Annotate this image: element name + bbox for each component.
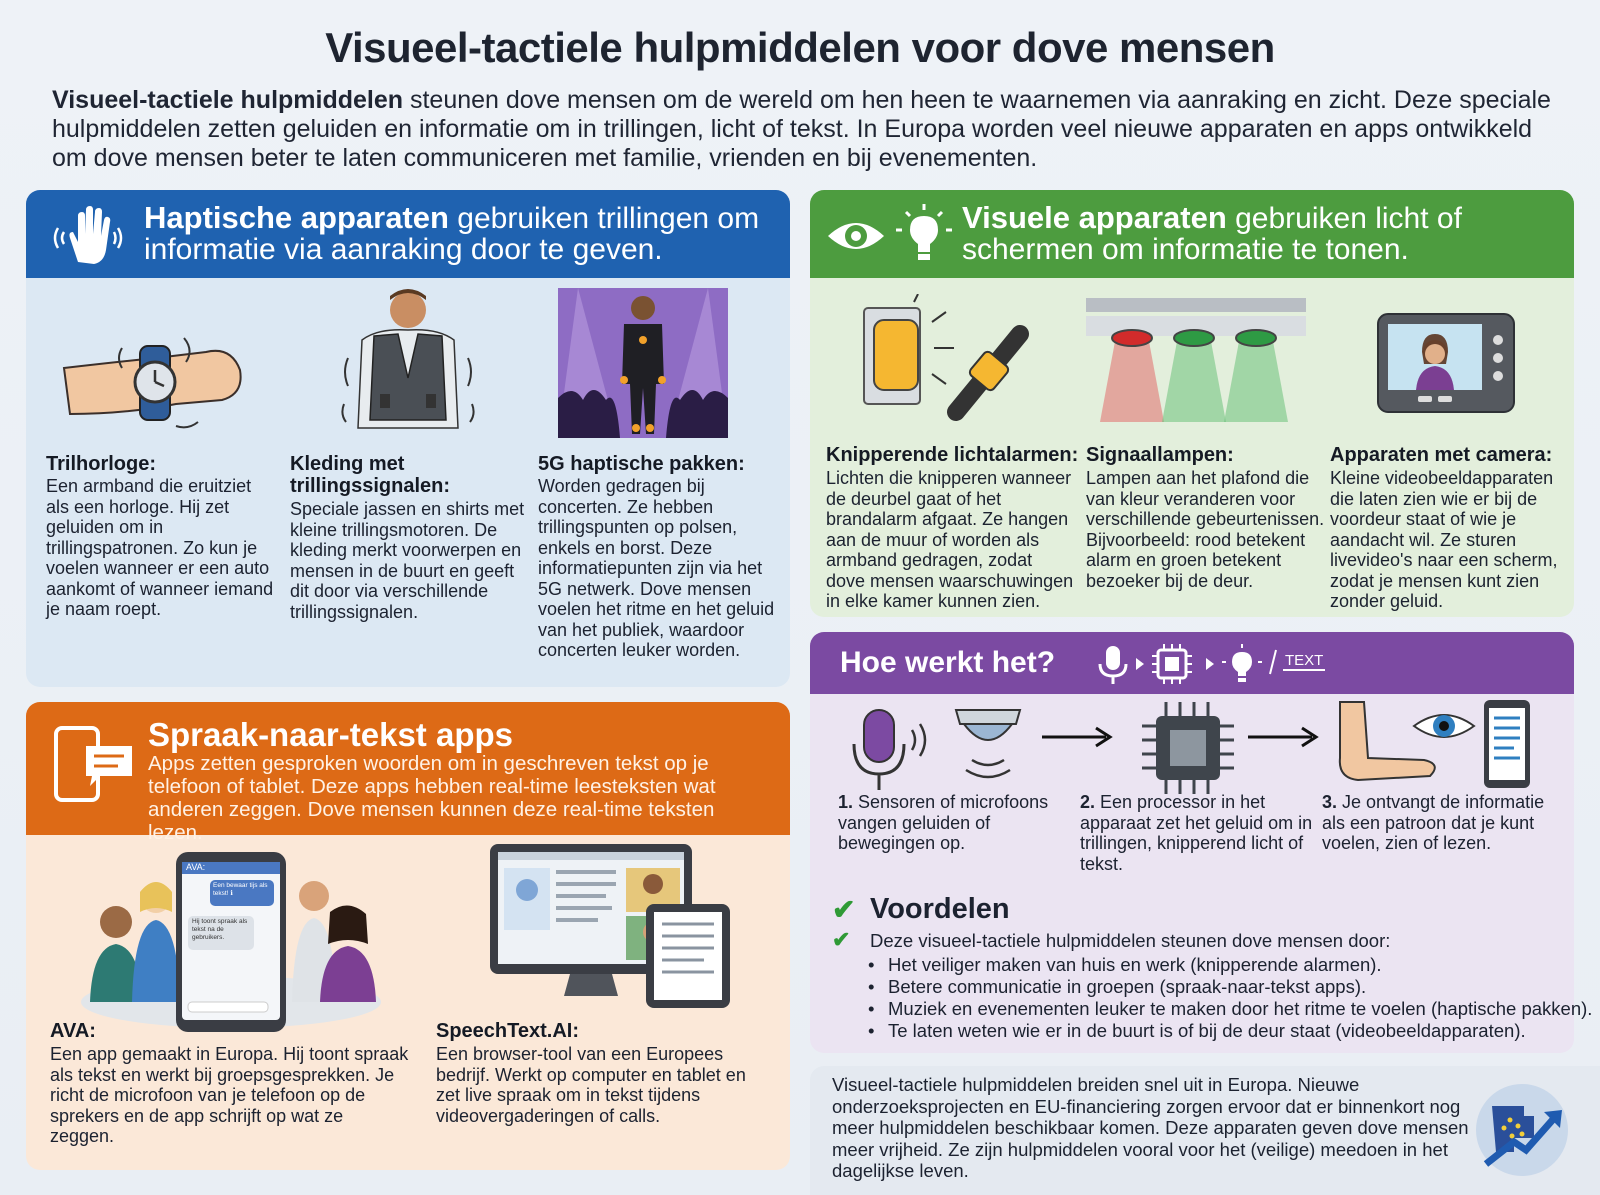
signaallampen-text: Lampen aan het plafond die van kleur veranderen voor verschillende gebeurtenissen. Bijvoorbeeld: rood betekent alarm en groen betekent bezoeker bij de deur. [1086, 468, 1325, 591]
voordelen-title: Voordelen [870, 893, 1010, 925]
vibrating-watch-illustration [56, 318, 256, 438]
vibration-vest-illustration [338, 288, 478, 438]
processor-chip-illustration [1138, 698, 1238, 798]
intro-text: steunen dove mensen om de wereld om hen heen te waarnemen via aanraking en zicht. Deze speciale hulpmiddelen zetten geluiden en informatie om in trillingen, licht of tekst. In Europa worden veel nieuwe apparaten en apps ontwikkeld om dove mensen beter te laten communiceren met familie, vrienden en bij evenementen. [52, 86, 1551, 172]
video-doorbell-camera-illustration [1376, 312, 1516, 416]
arrow-icon [1246, 722, 1326, 752]
step-3: 3. Je ontvangt de informatie als een patroon dat je kunt voelen, zien of lezen. [1322, 792, 1545, 853]
kleding-title: Kleding met trillingssignalen: [290, 453, 451, 497]
ava-text: Een app gemaakt in Europa. Hij toont spraak als tekst en werkt bij groepsgesprekken. Je richt de microfoon van je telefoon op de sprekers en de app schrijft op wat ze zeggen. [50, 1044, 409, 1146]
ceiling-signal-lamps-illustration [1086, 298, 1306, 422]
haptic-panel [26, 190, 790, 687]
speech-title: Spraak-naar-tekst apps [148, 716, 513, 753]
speech-header [26, 702, 790, 844]
haptic-suit-title: 5G haptische pakken: [538, 453, 745, 475]
microphone-icon [1100, 646, 1126, 684]
flashing-light-alarm-illustration [850, 294, 1040, 424]
intro-bold: Visueel-tactiele hulpmiddelen [52, 86, 404, 114]
check-icon: ✔ [832, 927, 851, 952]
eu-growth-icon [1474, 1082, 1570, 1178]
visual-header [810, 190, 1574, 278]
speech-to-text-panel [26, 702, 790, 1170]
hand-vibration-icon [48, 204, 128, 268]
trilhorloge-title: Trilhorloge: [46, 453, 156, 475]
speech-subtitle: Apps zetten gesproken woorden om in geschreven tekst op je telefoon of tablet. Deze apps hebben real-time leesteksten wat anderen zeggen. Dove mensen kunnen deze real-time teksten lezen. [148, 752, 716, 844]
haptic-suit-text: Worden gedragen bij concerten. Ze hebben trillingspunten op polsen, enkels en borst. Deze informatiepunten zijn via het 5G netwerk. Dove mensen voelen het ritme en het geluid van het publiek, waardoor concerten leuker worden. [538, 476, 775, 660]
benefit-item: • Het veiliger maken van huis en werk (knipperende alarmen). [870, 954, 1382, 976]
speechtext-text: Een browser-tool van een Europees bedrijf. Werkt op computer en tablet en zet live spraak om in tekst tijdens videovergaderingen of calls. [436, 1044, 746, 1126]
camera-text: Kleine videobeeldapparaten die laten zien wie er bij de voordeur staat of wie je aandacht wil. Ze sturen livevideo's naar een scherm, zodat je mensen kunt zien zonder geluid. [1330, 468, 1558, 611]
kleding-text: Speciale jassen en shirts met kleine trillingsmotoren. De kleding merkt voorwerpen en mensen in de buurt en geeft dit door via verschillende trillingssignalen. [290, 499, 525, 622]
tablet-chat-icon [52, 724, 136, 804]
camera-title: Apparaten met camera: [1330, 444, 1553, 466]
benefit-item: • Te laten weten wie er in de buurt is of bij de deur staat (videobeeldapparaten). [870, 1020, 1526, 1042]
chip-icon [1152, 644, 1192, 684]
trilhorloge-text: Een armband die eruitziet als een horloge. Hij zet geluiden om in trillingspatronen. Zo kun je voelen wanneer er een auto aankomt of wanneer iemand je naam roept. [46, 476, 274, 619]
haptic-title: Haptische apparaten gebruiken trillingen om informatie via aanraking door te geven. [144, 200, 760, 266]
how-header [810, 632, 1574, 694]
haptic-header [26, 190, 790, 278]
how-title: Hoe werkt het? [840, 646, 1056, 679]
group-conversation-illustration [76, 852, 386, 1032]
phone-app-label: AVA: [186, 862, 206, 872]
voordelen-intro: Deze visueel-tactiele hulpmiddelen steunen dove mensen door: [870, 930, 1391, 951]
check-icon: ✔ [832, 894, 856, 925]
receive-information-illustration [1334, 698, 1564, 798]
benefit-item: • Betere communicatie in groepen (spraak-naar-tekst apps). [870, 976, 1366, 998]
light-bulb-icon [1222, 644, 1262, 682]
intro-paragraph [52, 86, 1552, 173]
computer-tablet-illustration [486, 842, 746, 1012]
lichtalarm-text: Lichten die knipperen wanneer de deurbel gaat of het brandalarm afgaat. Ze hangen aan de muur of worden als armband gedragen, zodat dove mensen waarschuwingen in elke kamer kunnen zien. [826, 468, 1074, 611]
speechtext-title: SpeechText.AI: [436, 1020, 579, 1042]
benefit-item: • Muziek en evenementen leuker te maken door het ritme te voelen (haptische pakken). [870, 998, 1592, 1020]
haptic-suit-concert-illustration [558, 288, 728, 438]
flow-text-label: TEXT [1285, 652, 1324, 669]
footer-text: Visueel-tactiele hulpmiddelen breiden snel uit in Europa. Nieuwe onderzoeksprojecten en EU-financiering zorgen ervoor dat er binnenkort nog meer hulpmiddelen beschikbaar komen. Deze apparaten geven dove mensen meer vrijheid. Ze zijn hulpmiddelen vooral voor het (veilige) meedoen in het dagelijkse leven. [832, 1074, 1469, 1181]
phone-bubble-1: Een bewaar tijs als tekst! ℹ [213, 882, 268, 897]
lichtalarm-title: Knipperende lichtalarmen: [826, 444, 1079, 466]
page-title: Visueel-tactiele hulpmiddelen voor dove mensen [325, 24, 1275, 71]
step-1: 1. Sensoren of microfoons vangen geluiden of bewegingen op. [838, 792, 1049, 853]
sensor-microphone-illustration [850, 704, 1030, 794]
footer-panel [810, 1066, 1600, 1195]
step-2: 2. Een processor in het apparaat zet het geluid om in trillingen, knipperend licht of tekst. [1080, 792, 1313, 874]
phone-bubble-2: Hij toont spraak als tekst na de gebruikers. [192, 918, 248, 941]
visual-title: Visuele apparaten gebruiken licht of schermen om informatie te tonen. [962, 200, 1462, 266]
light-bulb-icon [894, 202, 954, 266]
visual-panel [810, 190, 1574, 617]
arrow-icon [1040, 722, 1120, 752]
ava-title: AVA: [50, 1020, 96, 1042]
signaallampen-title: Signaallampen: [1086, 444, 1234, 466]
